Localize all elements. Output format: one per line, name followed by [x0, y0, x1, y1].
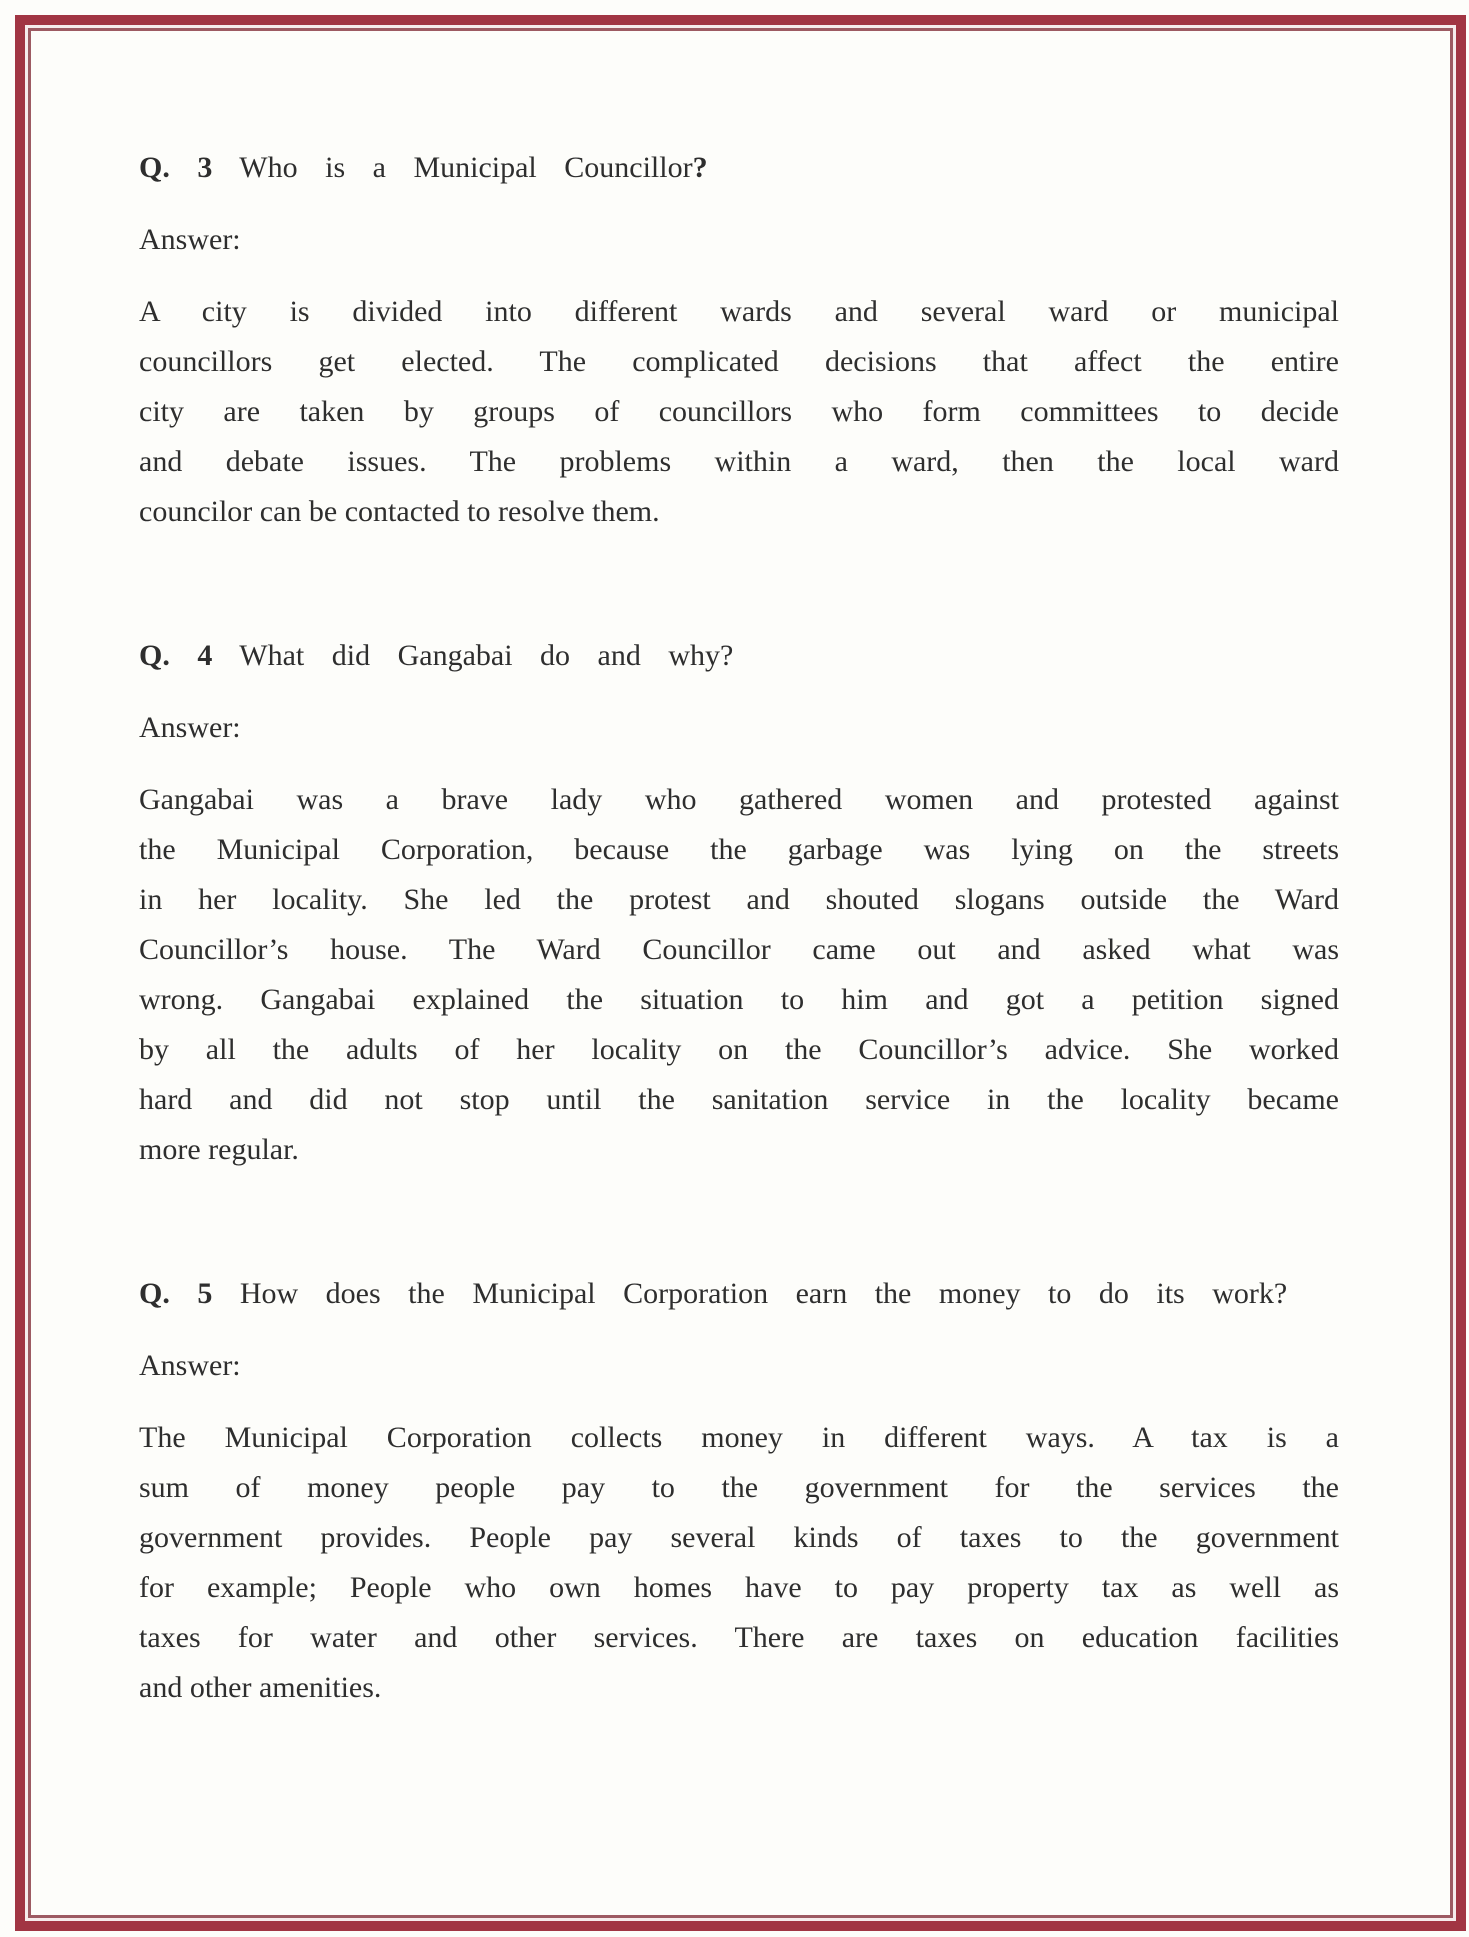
paragraph-line: The Municipal Corporation collects money in different ways. A tax is a [139, 1421, 1339, 1454]
qa-section [139, 631, 1339, 1175]
paragraph-line: Councillor’s house. The Ward Councillor came out and asked what was [139, 933, 1339, 966]
question-number: Q. 5 [139, 1277, 213, 1310]
paragraph-line: more regular. [139, 1133, 299, 1166]
paragraph-line: in her locality. She led the protest and shouted slogans outside the Ward [139, 883, 1339, 916]
paragraph-line: hard and did not stop until the sanitation service in the locality became [139, 1083, 1339, 1116]
paragraph-line: wrong. Gangabai explained the situation to him and got a petition signed [139, 983, 1339, 1016]
answer-paragraph [139, 775, 1339, 1175]
paragraph-line: Gangabai was a brave lady who gathered women and protested against [139, 783, 1339, 816]
paragraph-line: taxes for water and other services. There are taxes on education facilities [139, 1621, 1339, 1654]
paragraph-line: city are taken by groups of councillors who form committees to decide [139, 395, 1339, 428]
paragraph-line: the Municipal Corporation, because the garbage was lying on the streets [139, 833, 1339, 866]
paragraph-line: and other amenities. [139, 1671, 382, 1704]
answer-paragraph [139, 287, 1339, 537]
paragraph-line: A city is divided into different wards and several ward or municipal [139, 295, 1339, 328]
paragraph-line: and debate issues. The problems within a ward, then the local ward [139, 445, 1339, 478]
paragraph-line: by all the adults of her locality on the Councillor’s advice. She worked [139, 1033, 1339, 1066]
question-text: How does the Municipal Corporation earn the money to do its work? [212, 1277, 1288, 1310]
question-number: Q. 3 [139, 151, 213, 184]
question-text: Who is a Municipal Councillor [212, 151, 693, 184]
paragraph-line: for example; People who own homes have to pay property tax as well as [139, 1571, 1339, 1604]
answer-label: Answer: [139, 1349, 241, 1382]
question-heading [139, 143, 1339, 193]
paragraph-line: government provides. People pay several kinds of taxes to the government [139, 1521, 1339, 1554]
question-heading [139, 1269, 1339, 1319]
qa-section [139, 1269, 1339, 1713]
answer-paragraph [139, 1413, 1339, 1713]
paragraph-line: sum of money people pay to the government for the services the [139, 1471, 1339, 1504]
question-number: Q. 4 [139, 639, 213, 672]
answer-label: Answer: [139, 711, 241, 744]
paragraph-line: councilor can be contacted to resolve them. [139, 495, 660, 528]
paragraph-line: councillors get elected. The complicated decisions that affect the entire [139, 345, 1339, 378]
answer-label: Answer: [139, 223, 241, 256]
qa-section [139, 143, 1339, 537]
question-text: What did Gangabai do and why? [212, 639, 734, 672]
question-heading [139, 631, 1339, 681]
question-suffix: ? [692, 151, 708, 184]
document-page [31, 31, 1450, 1915]
